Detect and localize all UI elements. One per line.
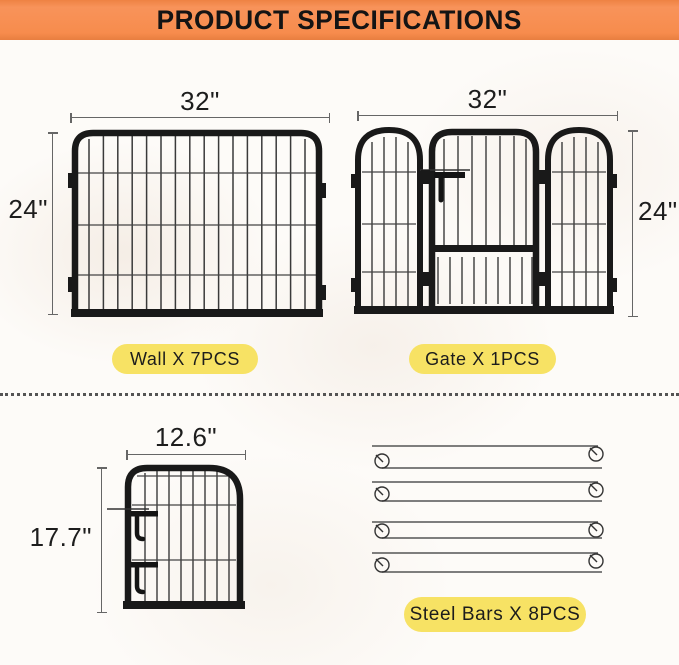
gate-count-badge-label: Gate X 1PCS [425, 348, 540, 369]
door-width-dimension-line [126, 454, 246, 455]
door-height-dimension-line [101, 467, 102, 613]
wall-count-badge-label: Wall X 7PCS [130, 348, 240, 369]
wall-width-label: 32" [180, 86, 220, 116]
wall-count-badge [112, 344, 258, 374]
door-height-label: 17.7" [29, 522, 92, 552]
gate-width-label: 32" [467, 84, 508, 114]
gate-panel-illustration [350, 120, 618, 316]
header-band [0, 0, 679, 40]
section-divider [0, 393, 679, 396]
gate-height-label: 24" [638, 196, 678, 226]
gate-width-dimension-line [357, 115, 618, 116]
page-title: PRODUCT SPECIFICATIONS [156, 4, 523, 35]
wall-height-dimension-line [52, 132, 53, 315]
gate-height-dimension-line [632, 130, 633, 317]
steel-bars-count-badge [404, 597, 586, 632]
door-panel-illustration [107, 459, 247, 611]
wall-width-dimension-line [70, 117, 330, 118]
wall-height-label: 24" [8, 194, 48, 224]
steel-bars-count-badge-label: Steel Bars X 8PCS [409, 603, 581, 625]
door-width-label: 12.6" [154, 422, 218, 452]
steel-bars-illustration [366, 438, 608, 580]
gate-count-badge [409, 344, 556, 374]
wall-panel-illustration [65, 125, 329, 321]
